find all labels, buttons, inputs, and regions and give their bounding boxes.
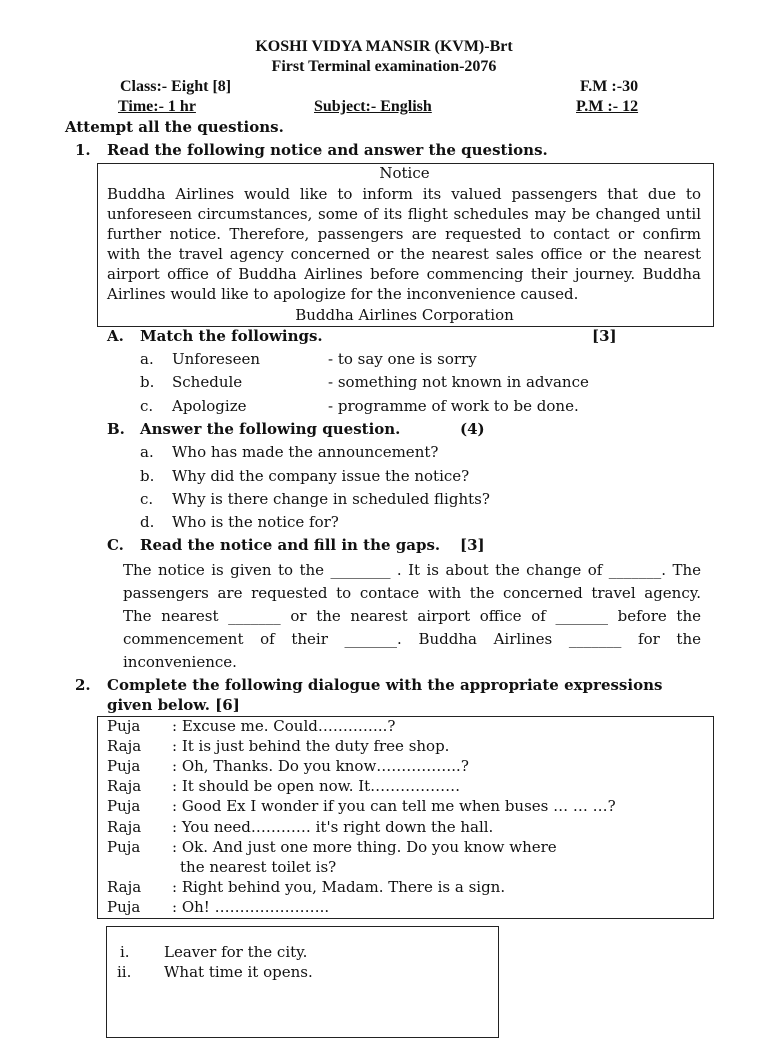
dialogue-line — [107, 818, 493, 836]
speech: the nearest toilet is? — [180, 858, 337, 876]
speaker: Puja — [107, 838, 141, 856]
notice-signature: Buddha Airlines Corporation — [295, 306, 514, 324]
question-text-b: Why did the company issue the notice? — [172, 467, 470, 485]
dialogue-line — [107, 838, 557, 856]
school-name: KOSHI VIDYA MANSIR (KVM)-Brt — [255, 38, 513, 55]
question-label-a: a. — [140, 443, 154, 461]
section-c-title: Read the notice and fill in the gaps. — [140, 536, 441, 554]
dialogue-line — [107, 757, 469, 775]
question-text-d: Who is the notice for? — [172, 513, 339, 531]
dialogue-line — [107, 858, 336, 876]
speaker: Raja — [107, 737, 142, 755]
speaker: Puja — [107, 757, 141, 775]
question-text-c: Why is there change in scheduled flights? — [172, 490, 490, 508]
speech: : It is just behind the duty free shop. — [172, 737, 450, 755]
match-label-a: a. — [140, 350, 154, 368]
dialogue-line — [107, 797, 616, 815]
instruction: Attempt all the questions. — [65, 118, 284, 136]
speaker: Raja — [107, 777, 142, 795]
speaker: Puja — [107, 717, 141, 735]
section-a-marks: [3] — [592, 327, 617, 345]
section-a-title: Match the followings. — [140, 327, 323, 345]
dialogue-line — [107, 898, 329, 916]
speech: : Excuse me. Could…………..? — [172, 717, 396, 735]
exam-title: First Terminal examination-2076 — [271, 58, 497, 75]
dialogue-line — [107, 777, 460, 795]
match-word-b: Schedule — [172, 373, 243, 391]
question-label-c: c. — [140, 490, 154, 508]
question-label-d: d. — [140, 513, 155, 531]
dialogue-line — [107, 717, 395, 735]
speech: : Good Ex I wonder if you can tell me when buses … … …? — [172, 797, 616, 815]
speech: : Ok. And just one more thing. Do you know where — [172, 838, 557, 856]
speaker: Raja — [107, 818, 142, 836]
notice-body: Buddha Airlines would like to inform its valued passengers that due to unforeseen circumstances, some of its flight schedules may be changed until further notice. Therefore, passengers are requested to contact or confirm with the travel agency concerned or the nearest sales office or the nearest airport office of Buddha Airlines before commencing their journey. Buddha Airlines would like to apologize for the inconvenience caused. — [107, 185, 701, 303]
notice-heading: Notice — [379, 164, 430, 182]
question-label-b: b. — [140, 467, 155, 485]
match-word-c: Apologize — [172, 397, 247, 415]
dialogue-line — [107, 878, 505, 896]
match-label-b: b. — [140, 373, 155, 391]
speaker: Puja — [107, 797, 141, 815]
speaker: Puja — [107, 898, 141, 916]
section-b-title: Answer the following question. — [140, 420, 401, 438]
section-b-letter: B. — [107, 420, 125, 438]
subject-label: Subject:- English — [314, 98, 432, 115]
match-meaning-c: - programme of work to be done. — [328, 397, 579, 415]
q1-number: 1. — [75, 141, 91, 159]
speaker: Raja — [107, 878, 142, 896]
option-text-i: Leaver for the city. — [164, 943, 308, 961]
time-label: Time:- 1 hr — [118, 98, 196, 115]
full-marks: F.M :-30 — [580, 78, 639, 95]
dialogue-line — [107, 737, 449, 755]
option-text-ii: What time it opens. — [164, 963, 313, 981]
q2-number: 2. — [75, 676, 91, 694]
section-b-marks: (4) — [460, 420, 485, 438]
q2-title-line1: Complete the following dialogue with the appropriate expressions — [107, 676, 663, 694]
match-label-c: c. — [140, 397, 154, 415]
class-label: Class:- Eight [8] — [120, 78, 232, 95]
speech: : Oh, Thanks. Do you know……………..? — [172, 757, 469, 775]
section-c-marks: [3] — [460, 536, 485, 554]
section-a-letter: A. — [107, 327, 124, 345]
pass-marks: P.M :- 12 — [576, 98, 639, 115]
speech: : Right behind you, Madam. There is a sign. — [172, 878, 506, 896]
question-text-a: Who has made the announcement? — [172, 443, 439, 461]
match-meaning-b: - something not known in advance — [328, 373, 589, 391]
match-meaning-a: - to say one is sorry — [328, 350, 477, 368]
speech: : It should be open now. It……………… — [172, 777, 461, 795]
option-label-ii: ii. — [117, 963, 132, 981]
q1-title: Read the following notice and answer the questions. — [107, 141, 548, 159]
section-c-letter: C. — [107, 536, 124, 554]
fill-gaps-paragraph: The notice is given to the ________ . It is about the change of _______. The passengers are requested to contace with the concerned travel agency. The nearest _______ or the nearest airport office of _______ before the commencement of their _______. Buddha Airlines _______ for the inconvenience. — [123, 561, 701, 671]
match-word-a: Unforeseen — [172, 350, 261, 368]
speech: : Oh! ………………….. — [172, 898, 330, 916]
speech: : You need………… it's right down the hall. — [172, 818, 494, 836]
q2-title-line2: given below. [6] — [107, 696, 240, 714]
option-label-i: i. — [120, 943, 130, 961]
